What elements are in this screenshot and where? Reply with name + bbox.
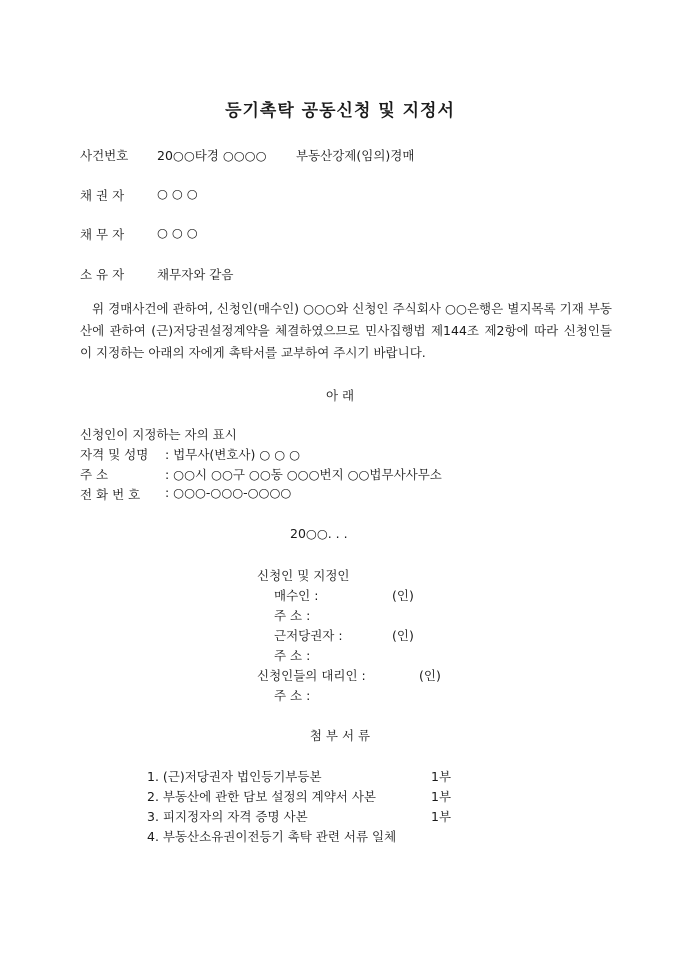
owner-label: 소 유 자 <box>80 267 125 282</box>
request-paragraph: 위 경매사건에 관하여, 신청인(매수인) ○○○와 신청인 주식회사 ○○은행은 별지목록 기재 부동산에 관하여 (근)저당권설정계약을 체결하였으므로 민사집행법 제144조 제2항에 따라 신청인들이 지정하는 아래의 자에게 촉탁서를 교부하여 주시기 바랍니다. <box>80 301 612 360</box>
debtor-name: ○ ○ ○ <box>157 225 198 240</box>
designee-address: : ○○시 ○○구 ○○동 ○○○번지 ○○법무사사무소 <box>165 467 442 482</box>
attachment-item-3: 3. 피지정자의 자격 증명 사본 <box>147 809 308 824</box>
designee-qualification: : 법무사(변호사) ○ ○ ○ <box>165 447 301 462</box>
buyer-address-label: 주 소 : <box>274 608 311 623</box>
document-title: 등기촉탁 공동신청 및 지정서 <box>225 101 455 121</box>
designee-phone: : ○○○-○○○-○○○○ <box>165 485 292 500</box>
attachment-item-1: 1. (근)저당권자 법인등기부등본 <box>147 769 322 784</box>
attachment-qty-2: 1부 <box>431 789 452 804</box>
creditor-label: 채 권 자 <box>80 188 125 203</box>
debtor-label: 채 무 자 <box>80 227 125 242</box>
case-number-label: 사건번호 <box>80 148 129 163</box>
designee-phone-label: 전 화 번 호 <box>80 487 141 502</box>
mortgagee-label: 근저당권자 : <box>274 628 343 643</box>
attachment-qty-1: 1부 <box>431 769 452 784</box>
agent-seal: (인) <box>419 668 441 683</box>
designee-heading: 신청인이 지정하는 자의 표시 <box>80 427 237 442</box>
mortgagee-address-label: 주 소 : <box>274 648 311 663</box>
case-type: 부동산강제(임의)경매 <box>296 148 415 163</box>
document-date: 20○○. . . <box>290 526 348 541</box>
creditor-name: ○ ○ ○ <box>157 186 198 201</box>
designee-address-label: 주 소 <box>80 467 109 482</box>
designee-qualification-label: 자격 및 성명 <box>80 447 149 462</box>
attachment-item-2: 2. 부동산에 관한 담보 설정의 계약서 사본 <box>147 789 376 804</box>
attachments-heading: 첨 부 서 류 <box>309 728 371 743</box>
owner-value: 채무자와 같음 <box>157 267 234 282</box>
buyer-seal: (인) <box>392 588 414 603</box>
buyer-label: 매수인 : <box>274 588 319 603</box>
mortgagee-seal: (인) <box>392 628 414 643</box>
notice-heading: 아 래 <box>325 388 355 403</box>
attachment-qty-3: 1부 <box>431 809 452 824</box>
agent-address-label: 주 소 : <box>274 688 311 703</box>
signers-heading: 신청인 및 지정인 <box>257 568 350 583</box>
agent-label: 신청인들의 대리인 : <box>257 668 366 683</box>
case-number: 20○○타경 ○○○○ <box>157 148 267 163</box>
attachment-item-4: 4. 부동산소유권이전등기 촉탁 관련 서류 일체 <box>147 829 397 844</box>
